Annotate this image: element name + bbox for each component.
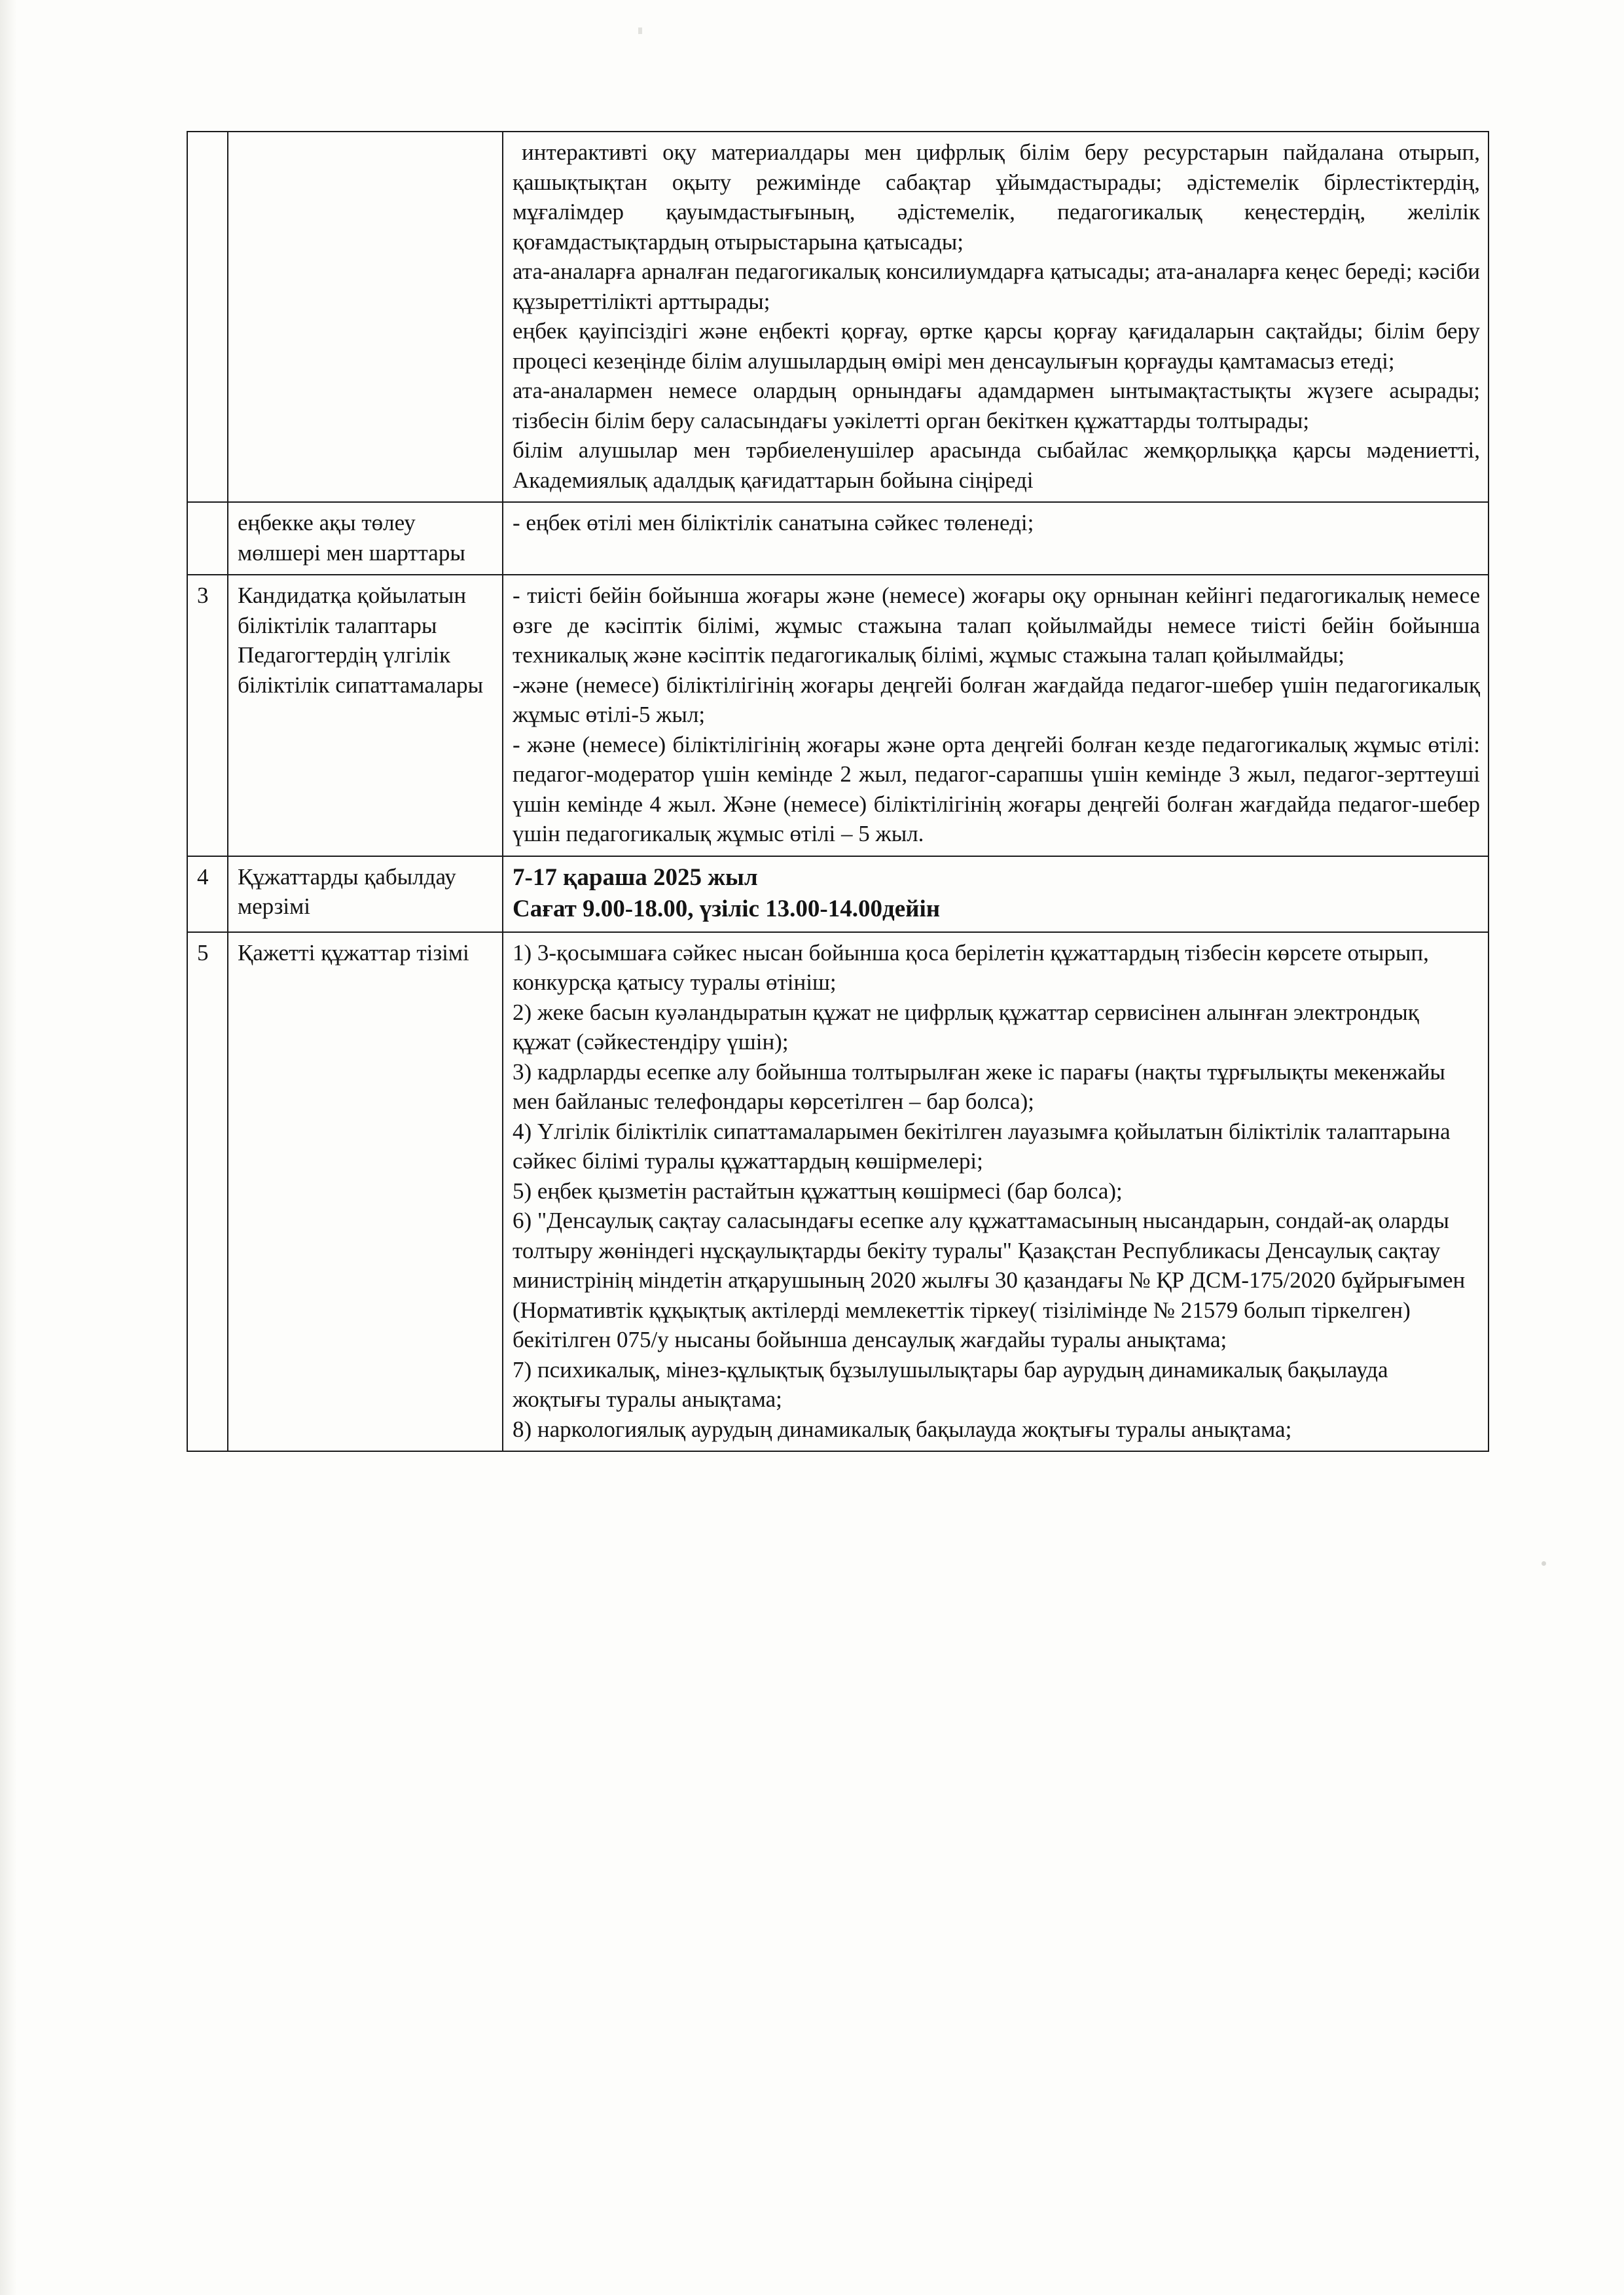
row-label [228,132,503,502]
paragraph: білім алушылар мен тәрбиеленушілер арасында сыбайлас жемқорлыққа қарсы мәдениетті, Академиялық адалдық қағидаттарын бойына сіңіреді [513,437,1480,493]
scan-artifact-mark [638,27,642,34]
paragraph: 1) 3-қосымшаға сәйкес нысан бойынша қоса берілетін құжаттардың тізбесін көрсете отырып, конкурсқа қатысу туралы өтініш; [513,939,1429,996]
paragraph: - және (немесе) біліктілігінің жоғары және орта деңгейі болған кезде педагогикалық жұмыс өтілі: педагог-модератор үшін кемінде 2 жыл, педагог-сарапшы үшін кемінде 3 жыл, педагог-зерттеуші үшін кемінде 4 жыл. Және (немесе) біліктілігінің жоғары деңгейі болған жағдайда педагог-шебер үшін педагогикалық жұмыс өтілі – 5 жыл. [513,731,1480,846]
paragraph: Сағат 9.00-18.00, үзіліс 13.00-14.00дейін [513,895,941,922]
document-table-wrapper [187,131,1489,1452]
row-number: 3 [187,575,228,856]
paragraph: интерактивті оқу материалдары мен цифрлық білім беру ресурстарын пайдалана отырып, қашықтықтан оқыту режимінде сабақтар ұйымдастырады; әдістемелік бірлестіктердің, мұғалімдер қауымдастығының, әдістемелік, педагогикалық кеңестердің, желілік қоғамдастықтардың отырыстарына қатысады; [513,139,1480,255]
paragraph: - еңбек өтілі мен біліктілік санатына сәйкес төленеді; [513,510,1034,535]
scan-artifact-dot [1542,1561,1546,1566]
paragraph: 8) наркологиялық аурудың динамикалық бақылауда жоқтығы туралы анықтама; [513,1416,1292,1442]
row-content [503,132,1489,502]
paragraph: 7-17 қараша 2025 жыл [513,863,758,891]
paragraph: 4) Үлгілік біліктілік сипаттамаларымен бекітілген лауазымға қойылатын біліктілік талаптарына сәйкес білімі туралы құжаттардың көшірмелері; [513,1118,1451,1174]
paragraph: 6) "Денсаулық сақтау саласындағы есепке алу құжаттамасының нысандарын, сондай-ақ оларды толтыру жөніндегі нұсқаулықтарды бекіту туралы" Қазақстан Республикасы Денсаулық сақтау министрінің міндетін атқарушының 2020 жылғы 30 қазандағы № ҚР ДСМ-175/2020 бұйрығымен (Нормативтік құқықтық актілерді мемлекеттік тіркеу( тізілімінде № 21579 болып тіркелген) бекітілген 075/у нысаны бойынша денсаулық жағдайы туралы анықтама; [513,1208,1466,1353]
paragraph: 2) жеке басын куәландыратын құжат не цифрлық құжаттар сервисінен алынған электрондық құжат (сәйкестендіру үшін); [513,999,1419,1055]
row-number [187,502,228,575]
table-row [187,502,1489,575]
scan-edge-shadow [0,0,17,2295]
paragraph: еңбек қауіпсіздігі және еңбекті қорғау, өртке қарсы қорғау қағидаларын сақтайды; білім беру процесі кезеңінде білім алушылардың өмірі мен денсаулығын қорғауды қамтамасыз етеді; [513,318,1480,374]
paragraph: -және (немесе) біліктілігінің жоғары деңгейі болған жағдайда педагог-шебер үшін педагогикалық жұмыс өтілі-5 жыл; [513,672,1480,727]
row-content [503,932,1489,1452]
paragraph: ата-аналарға арналған педагогикалық консилиумдарға қатысады; ата-аналарға кеңес береді; кәсіби құзыреттілікті арттырады; [513,259,1480,314]
table-row [187,932,1489,1452]
row-label: еңбекке ақы төлеу мөлшері мен шарттары [228,502,503,575]
row-content [503,502,1489,575]
row-number: 5 [187,932,228,1452]
row-content [503,575,1489,856]
paragraph: 7) психикалық, мінез-құлықтық бұзылушылықтары бар аурудың динамикалық бақылауда жоқтығы туралы анықтама; [513,1356,1388,1413]
paragraph: - тиісті бейін бойынша жоғары және (немесе) жоғары оқу орнынан кейінгі педагогикалық немесе өзге де кәсіптік білімі, жұмыс стажына талап қойылмайды немесе тиісті бейін бойынша техникалық және кәсіптік педагогикалық білімі, жұмыс стажына талап қойылмайды; [513,583,1480,668]
row-content [503,856,1489,932]
table-row [187,575,1489,856]
paragraph: 5) еңбек қызметін растайтын құжаттың көшірмесі (бар болса); [513,1178,1123,1204]
paragraph: ата-аналармен немесе олардың орнындағы адамдармен ынтымақтастықты жүзеге асырады; тізбесін білім беру саласындағы уәкілетті орган бекіткен құжаттарды толтырады; [513,378,1480,433]
row-label: Құжаттарды қабылдау мерзімі [228,856,503,932]
row-label: Қажетті құжаттар тізімі [228,932,503,1452]
paragraph: 3) кадрларды есепке алу бойынша толтырылған жеке іс парағы (нақты тұрғылықты мекенжайы мен байланыс телефондары көрсетілген – бар болса); [513,1058,1445,1115]
table-row [187,856,1489,932]
row-number: 4 [187,856,228,932]
row-label: Кандидатқа қойылатын біліктілік талаптары Педагогтердің үлгілік біліктілік сипаттамалары [228,575,503,856]
row-number [187,132,228,502]
requirements-table [187,131,1489,1452]
table-row [187,132,1489,502]
